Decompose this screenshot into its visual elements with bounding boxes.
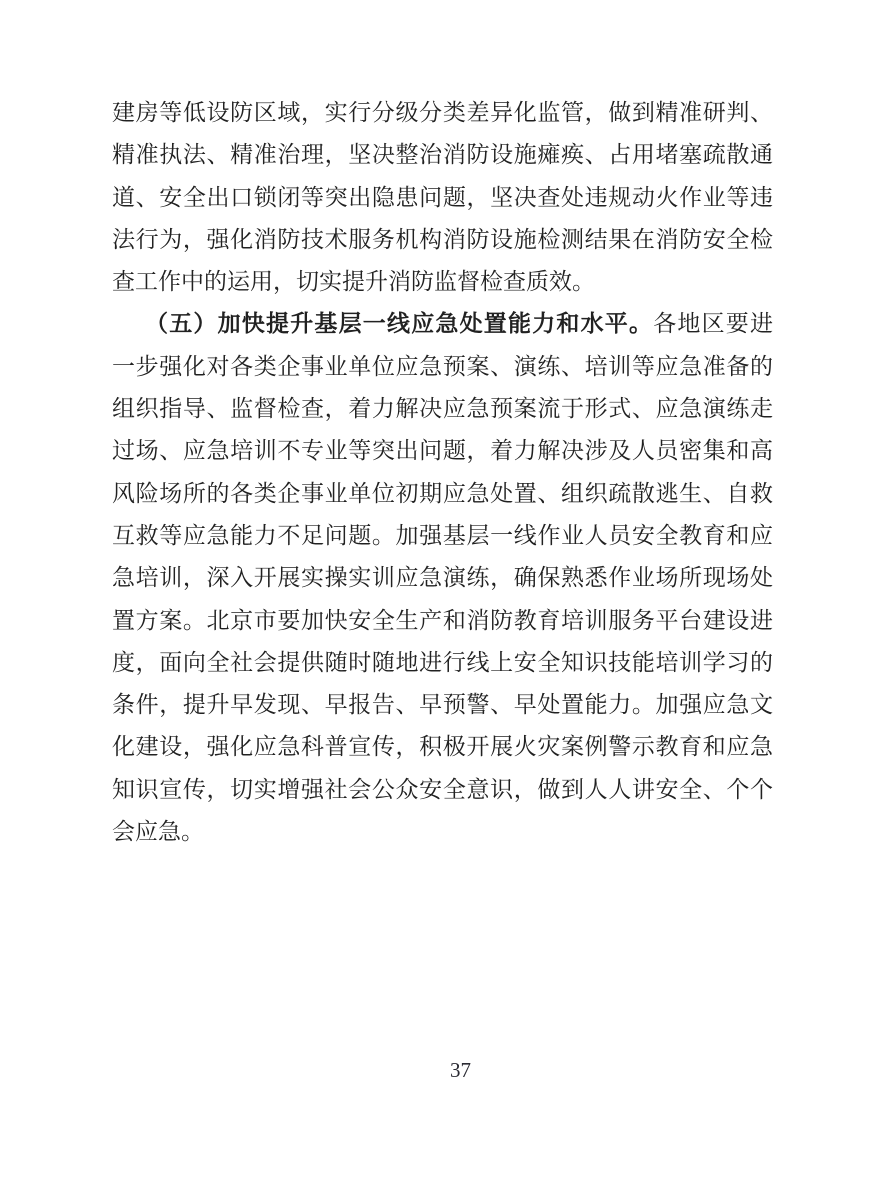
heading-line-rest: 各地区要进 bbox=[653, 311, 773, 337]
text-line: 条件，提升早发现、早报告、早预警、早处置能力。加强应急文 bbox=[112, 692, 773, 718]
text-line: 风险场所的各类企事业单位初期应急处置、组织疏散逃生、自救 bbox=[112, 480, 773, 506]
text-line: 互救等应急能力不足问题。加强基层一线作业人员安全教育和应 bbox=[112, 522, 773, 548]
text-line: 组织指导、监督检查，着力解决应急预案流于形式、应急演练走 bbox=[112, 396, 773, 422]
text-line: 法行为，强化消防技术服务机构消防设施检测结果在消防安全检 bbox=[112, 226, 773, 252]
text-line: 会应急。 bbox=[112, 819, 204, 845]
document-body bbox=[112, 92, 773, 853]
text-line: 置方案。北京市要加快安全生产和消防教育培训服务平台建设进 bbox=[112, 607, 773, 633]
text-line: 一步强化对各类企事业单位应急预案、演练、培训等应急准备的 bbox=[112, 353, 773, 379]
text-line: 精准执法、精准治理，坚决整治消防设施瘫痪、占用堵塞疏散通 bbox=[112, 142, 773, 168]
text-line: 建房等低设防区域，实行分级分类差异化监管，做到精准研判、 bbox=[112, 100, 773, 125]
section-heading: （五）加快提升基层一线应急处置能力和水平。 bbox=[145, 311, 654, 337]
page-number: 37 bbox=[450, 1058, 471, 1082]
text-line: 化建设，强化应急科普宣传，积极开展火灾案例警示教育和应急 bbox=[112, 734, 773, 760]
text-line: 急培训，深入开展实操实训应急演练，确保熟悉作业场所现场处 bbox=[112, 565, 773, 591]
text-line bbox=[112, 303, 773, 345]
text-line: 度，面向全社会提供随时随地进行线上安全知识技能培训学习的 bbox=[112, 649, 773, 675]
text-line: 查工作中的运用，切实提升消防监督检查质效。 bbox=[112, 269, 595, 295]
text-line: 道、安全出口锁闭等突出隐患问题，坚决查处违规动火作业等违 bbox=[112, 184, 773, 210]
text-line: 知识宣传，切实增强社会公众安全意识，做到人人讲安全、个个 bbox=[112, 776, 773, 802]
text-line: 过场、应急培训不专业等突出问题，着力解决涉及人员密集和高 bbox=[112, 438, 773, 464]
